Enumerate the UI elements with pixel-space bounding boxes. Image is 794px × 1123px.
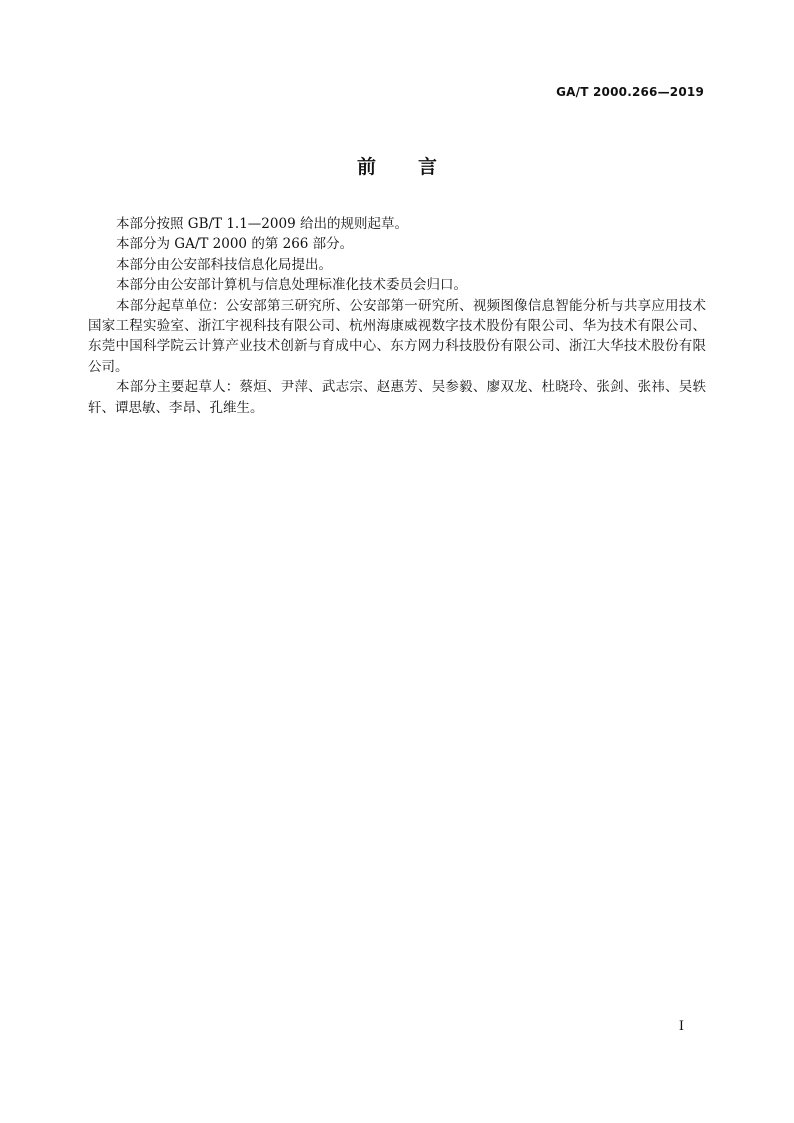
page-number: I	[678, 1019, 684, 1034]
title-char-1: 前	[356, 156, 376, 178]
paragraph-part-number: 本部分为 GA/T 2000 的第 266 部分。	[116, 236, 354, 253]
paragraph-drafting-rules: 本部分按照 GB/T 1.1—2009 给出的规则起草。	[116, 216, 408, 232]
paragraph-centralized-by: 本部分由公安部计算机与信息处理标准化技术委员会归口。	[116, 277, 467, 294]
standard-code: GA/T 2000.266—2019	[556, 85, 704, 99]
paragraph-drafters: 本部分主要起草人：蔡烜、尹萍、武志宗、赵惠芳、吴参毅、廖双龙、杜晓玲、张剑、张祎、吴轶轩、谭思敏、李昂、孔维生。	[88, 379, 706, 416]
paragraph-drafting-units: 本部分起草单位：公安部第三研究所、公安部第一研究所、视频图像信息智能分析与共享应用技术国家工程实验室、浙江宇视科技有限公司、杭州海康威视数字技术股份有限公司、华为技术有限公司、东莞中国科学院云计算产业技术创新与育成中心、东方网力科技股份有限公司、浙江大华技术股份有限公司。	[88, 297, 706, 375]
foreword-body	[88, 214, 706, 418]
page-title	[0, 152, 794, 179]
paragraph-proposed-by: 本部分由公安部科技信息化局提出。	[116, 256, 332, 273]
title-char-2: 言	[418, 156, 438, 178]
